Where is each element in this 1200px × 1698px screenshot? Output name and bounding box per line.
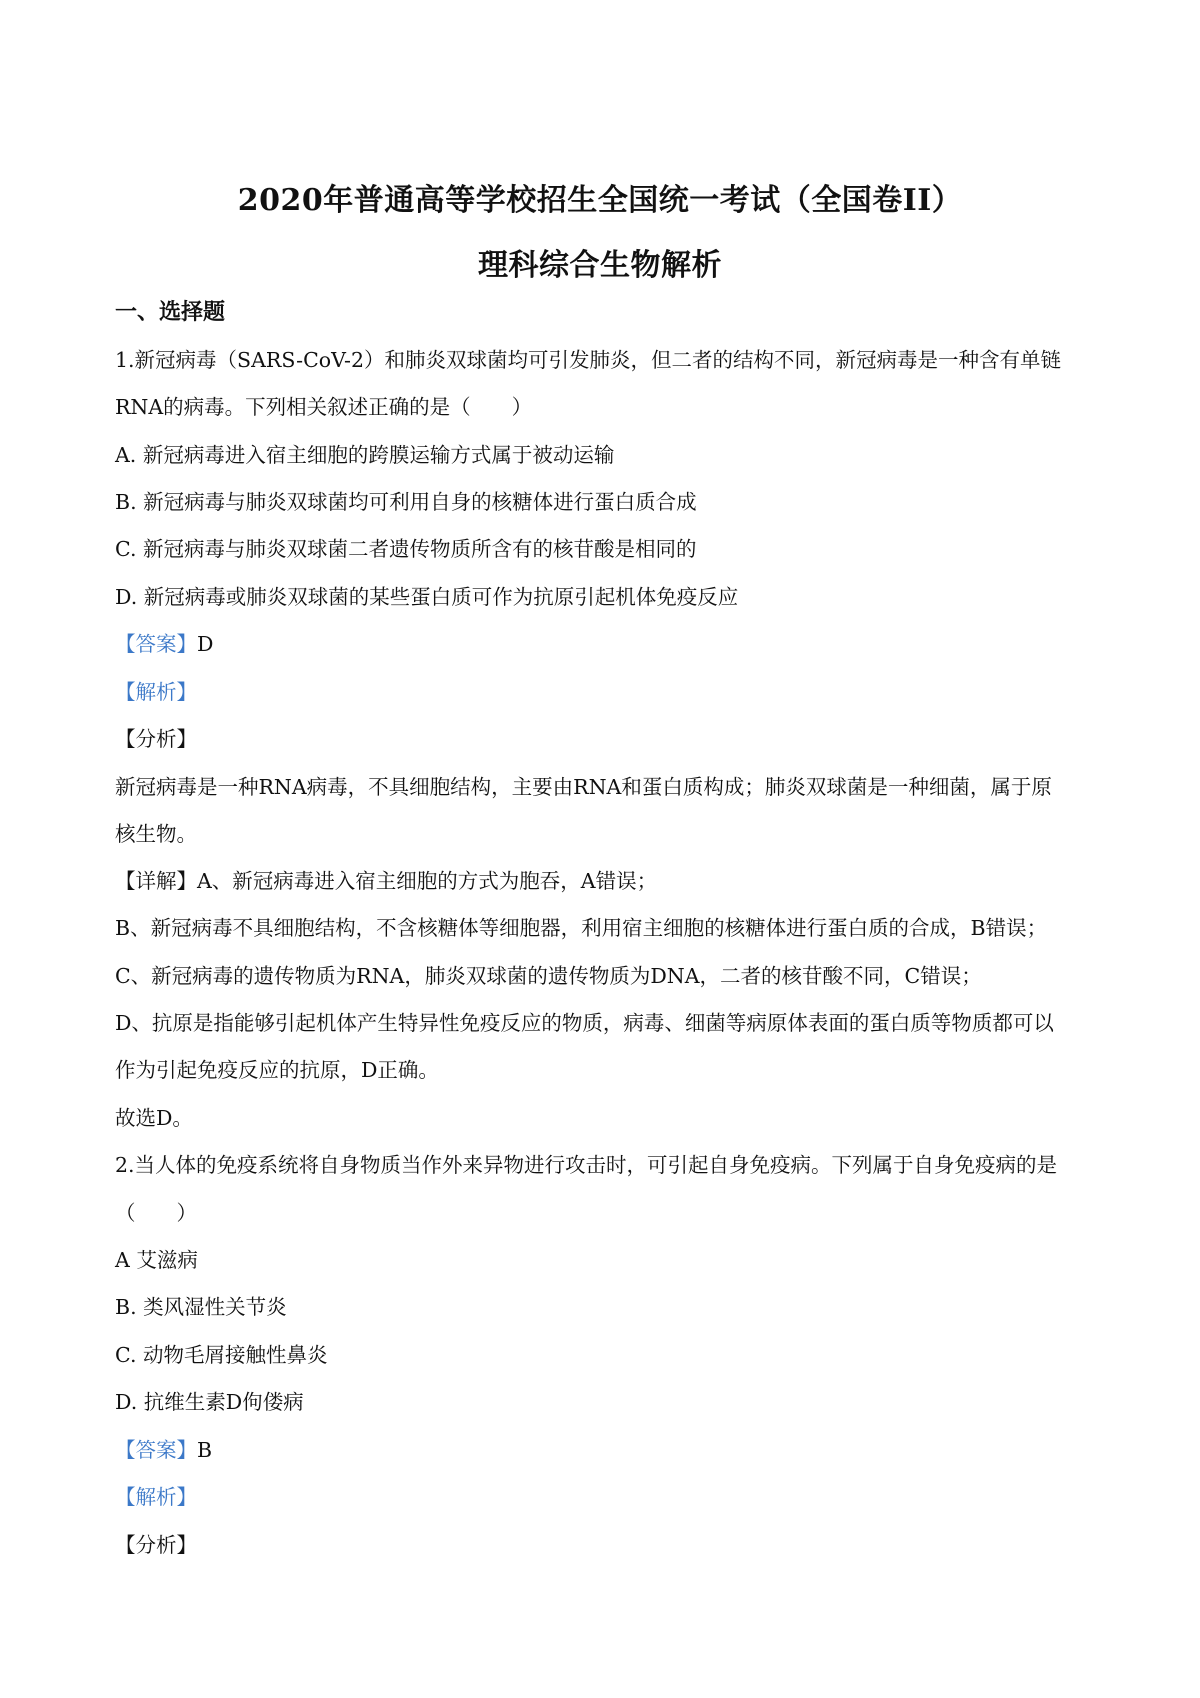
q2-answer [115, 1436, 1095, 1464]
q1-stem-line2: RNA的病毒。下列相关叙述正确的是（ ） [115, 395, 533, 419]
q2-stem-line2: （ ） [115, 1201, 197, 1225]
q2-option-b: B. 类风湿性关节炎 [115, 1295, 287, 1319]
q1-fenxi-line2: 核生物。 [115, 822, 197, 846]
q1-answer-value: D [197, 632, 214, 656]
document-subtitle: 理科综合生物解析 [478, 248, 722, 283]
q1-xiangjie-b: B、新冠病毒不具细胞结构，不含核糖体等细胞器，利用宿主细胞的核糖体进行蛋白质的合成，B错误； [115, 916, 1048, 940]
q1-option-a: A. 新冠病毒进入宿主细胞的跨膜运输方式属于被动运输 [115, 443, 615, 467]
q1-stem-line1: 1.新冠病毒（SARS-CoV-2）和肺炎双球菌均可引发肺炎，但二者的结构不同，新冠病毒是一种含有单链 [115, 348, 1061, 372]
document-title: 2020年普通高等学校招生全国统一考试（全国卷II） [237, 183, 963, 218]
q1-answer-tag: 【答案】 [115, 632, 197, 656]
q1-xiangjie-c: C、新冠病毒的遗传物质为RNA，肺炎双球菌的遗传物质为DNA，二者的核苷酸不同，C错误； [115, 964, 982, 988]
q1-xiangjie-a: A、新冠病毒进入宿主细胞的方式为胞吞，A错误； [197, 869, 658, 893]
q2-answer-value: B [197, 1438, 213, 1462]
q2-option-d: D. 抗维生素D佝偻病 [115, 1390, 304, 1414]
q1-answer [115, 630, 1095, 658]
section-heading: 一、选择题 [115, 299, 226, 325]
q1-xiangjie-line1 [115, 867, 1095, 895]
q1-xiangjie-d2: 作为引起免疫反应的抗原，D正确。 [115, 1058, 439, 1082]
q1-option-c: C. 新冠病毒与肺炎双球菌二者遗传物质所含有的核苷酸是相同的 [115, 537, 697, 561]
q1-fenxi-tag: 【分析】 [115, 727, 197, 751]
q1-analysis-label: 【解析】 [115, 680, 197, 704]
q1-option-d: D. 新冠病毒或肺炎双球菌的某些蛋白质可作为抗原引起机体免疫反应 [115, 585, 739, 609]
q1-conclusion: 故选D。 [115, 1106, 193, 1130]
q1-xiangjie-tag: 【详解】 [115, 869, 197, 893]
q2-option-c: C. 动物毛屑接触性鼻炎 [115, 1343, 328, 1367]
q2-analysis-label: 【解析】 [115, 1485, 197, 1509]
q1-fenxi-line1: 新冠病毒是一种RNA病毒，不具细胞结构，主要由RNA和蛋白质构成；肺炎双球菌是一种细菌，属于原 [115, 775, 1052, 799]
q1-xiangjie-d1: D、抗原是指能够引起机体产生特异性免疫反应的物质，病毒、细菌等病原体表面的蛋白质等物质都可以 [115, 1011, 1054, 1035]
q2-analysis-tag [115, 1483, 1095, 1511]
q2-answer-tag: 【答案】 [115, 1438, 197, 1462]
q1-option-b: B. 新冠病毒与肺炎双球菌均可利用自身的核糖体进行蛋白质合成 [115, 490, 697, 514]
q1-analysis-tag [115, 678, 1095, 706]
q2-stem-line1: 2.当人体的免疫系统将自身物质当作外来异物进行攻击时，可引起自身免疫病。下列属于自身免疫病的是 [115, 1153, 1058, 1177]
q2-option-a: A 艾滋病 [115, 1248, 198, 1272]
q2-fenxi-tag: 【分析】 [115, 1533, 197, 1557]
